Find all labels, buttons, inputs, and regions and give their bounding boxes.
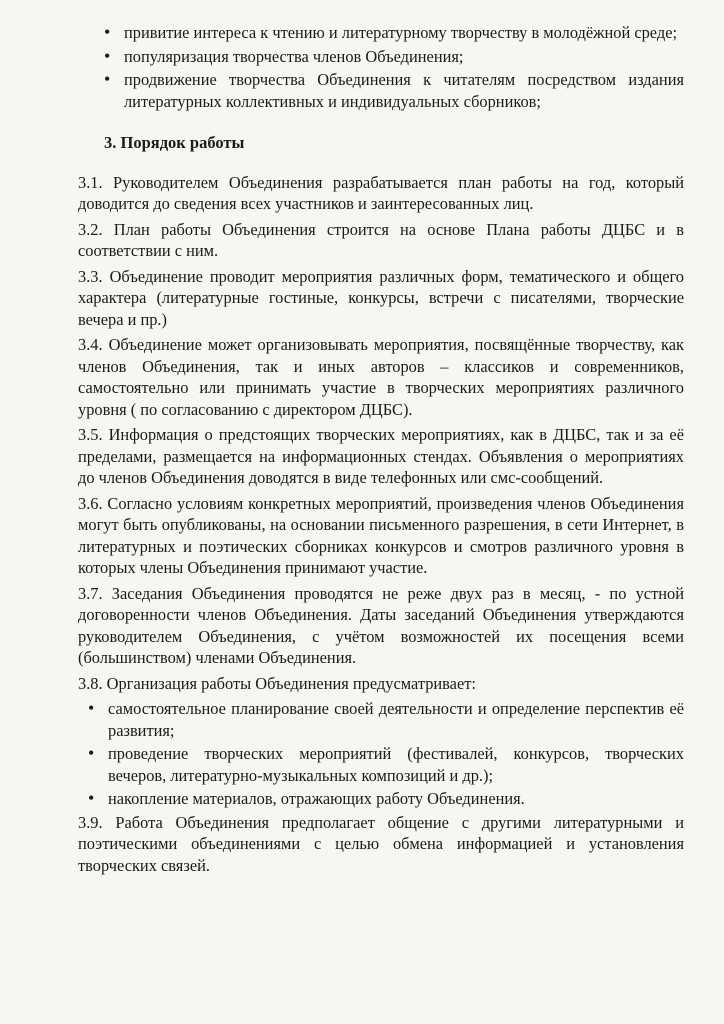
paragraph-3-4: 3.4. Объединение может организовывать мероприятия, посвящённые творчеству, как членов Объединения, так и иных авторов – классиков и современников, самостоятельно или принимать участие в творческих мероприятиях различного уровня ( по согласованию с директором ДЦБС). (78, 335, 684, 419)
paragraph-3-5: 3.5. Информация о предстоящих творческих мероприятиях, как в ДЦБС, так и за её пределами, размещается на информационных стендах. Объявления о мероприятиях до членов Объединения доводятся в виде телефонных или смс-сообщений. (78, 425, 684, 487)
paragraph-3-6: 3.6. Согласно условиям конкретных мероприятий, произведения членов Объединения могут быть опубликованы, на основании письменного разрешения, в сети Интернет, в литературных и поэтических сборниках конкурсов и смотров различного уровня в которых члены Объединения принимают участие. (78, 493, 684, 577)
list-item: • проведение творческих мероприятий (фестивалей, конкурсов, творческих вечеров, литературно-музыкальных композиций и др.); (78, 743, 684, 786)
paragraph-3-7: 3.7. Заседания Объединения проводятся не реже двух раз в месяц, - по устной договоренности членов Объединения. Даты заседаний Объединения утверждаются руководителем Объединения, с учётом возможностей их посещения всеми (большинством) членами Объединения. (78, 583, 684, 667)
paragraph-3-9: 3.9. Работа Объединения предполагает общение с другими литературными и поэтическими объединениями с целью обмена информацией и установления творческих связей. (78, 812, 684, 875)
goals-bullet-list (74, 22, 684, 112)
paragraph-3-3: 3.3. Объединение проводит мероприятия различных форм, тематического и общего характера (литературные гостиные, конкурсы, встречи с писателями, творческие вечера и пр.) (78, 266, 684, 329)
list-item: • популяризация творчества членов Объединения; (74, 46, 684, 68)
paragraph-3-8: 3.8. Организация работы Объединения предусматривает: (78, 673, 476, 693)
list-item: • самостоятельное планирование своей деятельности и определение перспектив её развития; (78, 698, 684, 741)
section-heading: 3. Порядок работы (104, 133, 245, 152)
list-item: • накопление материалов, отражающих работу Объединения. (78, 788, 684, 810)
list-item: • привитие интереса к чтению и литературному творчеству в молодёжной среде; (74, 22, 684, 44)
section-body (78, 172, 684, 877)
paragraph-3-1: 3.1. Руководителем Объединения разрабатывается план работы на год, который доводится до сведения всех участников и заинтересованных лиц. (78, 172, 684, 213)
paragraph-3-2: 3.2. План работы Объединения строится на основе Плана работы ДЦБС и в соответствии с ним. (78, 219, 684, 260)
list-item: • продвижение творчества Объединения к читателям посредством издания литературных коллективных и индивидуальных сборников; (74, 69, 684, 112)
organization-bullet-list (78, 698, 684, 810)
